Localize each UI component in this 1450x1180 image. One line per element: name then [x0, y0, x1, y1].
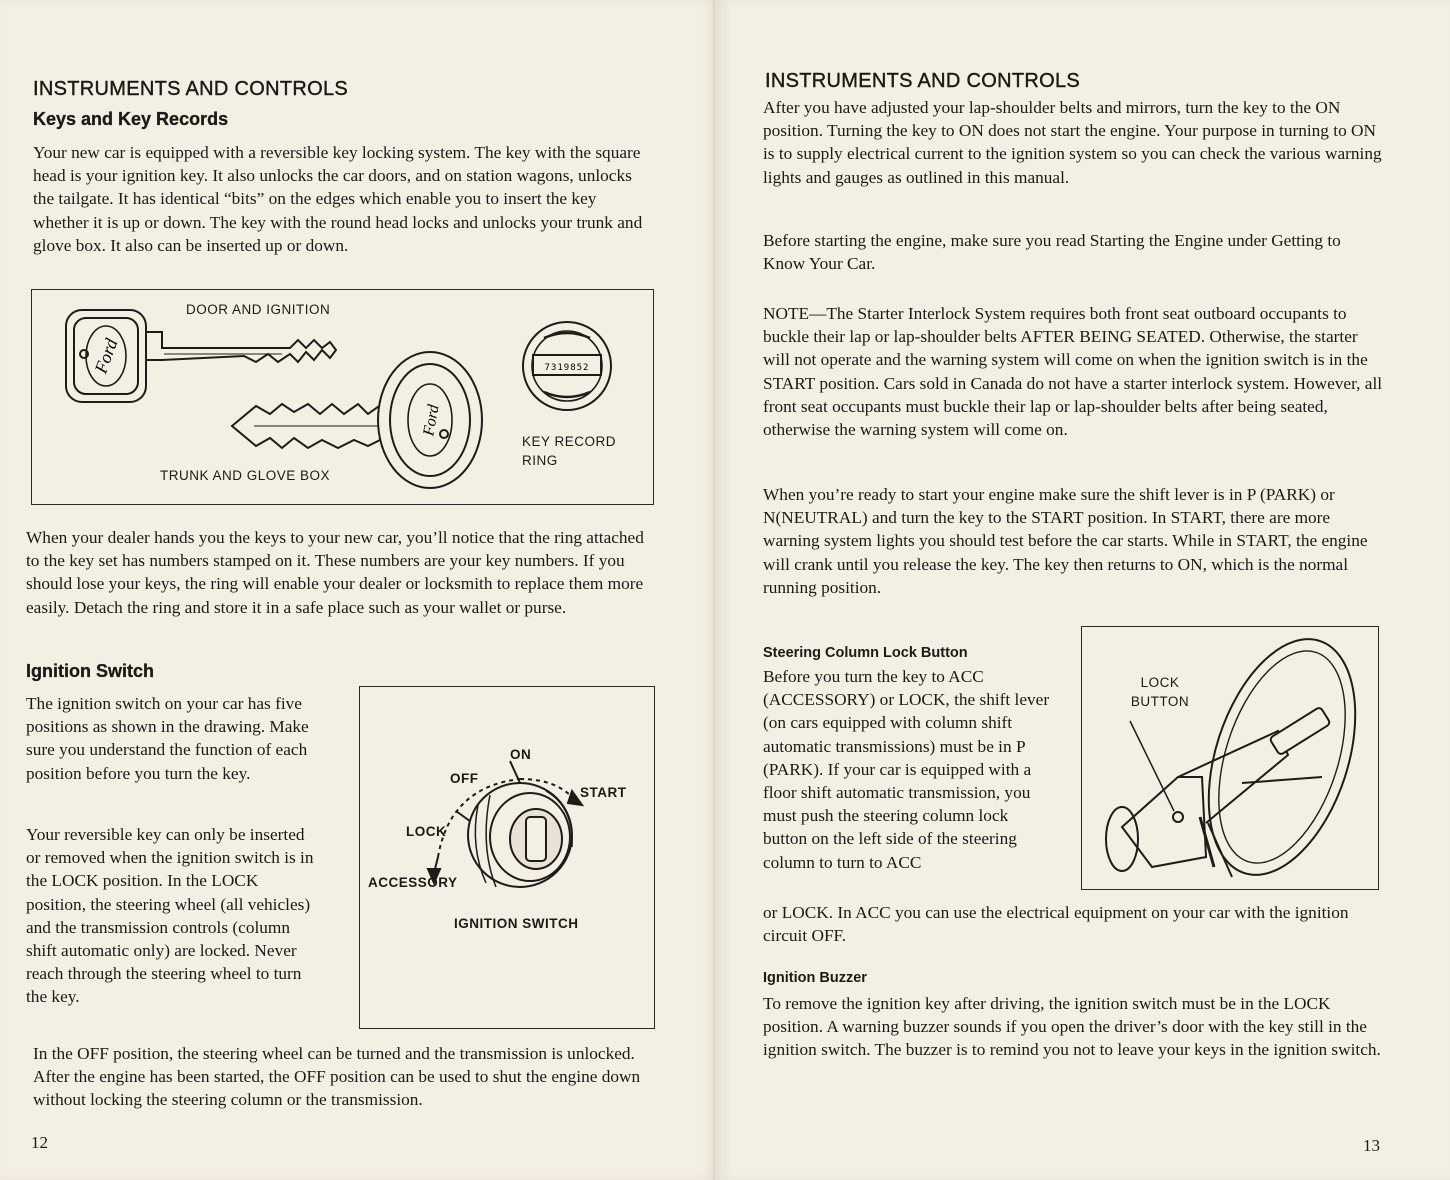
ignition-buzzer-paragraph: To remove the ignition key after driving, the ignition switch must be in the LOCK position. A warning buzzer sounds if you open the driver’s door with the key still in the ignition switch. The buzzer is to remind you not to leave your keys in the ignition switch. — [763, 994, 1381, 1060]
left-page — [0, 0, 715, 1180]
lock-position-paragraph: Your reversible key can only be inserted or removed when the ignition switch is in the LOCK position. In the LOCK position, the steering wheel (all vehicles) and the transmission controls (column shift automatic only) are locked. Never reach through the steering wheel to turn the key. — [26, 825, 314, 1007]
page-heading: INSTRUMENTS AND CONTROLS — [33, 78, 349, 100]
ignition-switch-illustration — [360, 687, 654, 1028]
interlock-note-paragraph: NOTE—The Starter Interlock System requires both front seat outboard occupants to buckle their lap or lap-shoulder belts AFTER BEING SEATED. Otherwise, the starter will not operate and the warning system will come on when the ignition switch is in the START position. Cars sold in Canada do not have a starter interlock system. However, all front seat occupants must buckle their lap or lap-shoulder belts after being seated, otherwise the warning system will come on. — [763, 304, 1383, 440]
page-number-right: 13 — [1363, 1136, 1380, 1155]
keys-figure — [31, 289, 654, 505]
before-starting-paragraph: Before starting the engine, make sure you read Starting the Engine under Getting to Know Your Car. — [763, 231, 1341, 274]
on-position-paragraph: After you have adjusted your lap-shoulder belts and mirrors, turn the key to the ON position. Turning the key to ON does not start the engine. Your purpose in turning to ON is to supply electrical current to the ignition system so you can check the various warning lights and gauges as outlined in this manual. — [763, 98, 1382, 187]
label-lock-button: LOCK BUTTON — [1130, 675, 1190, 709]
key-ring-number: 7319852 — [544, 363, 590, 373]
steering-lock-paragraph: Before you turn the key to ACC (ACCESSORY) or LOCK, the shift lever (on cars equipped with column shift automatic transmissions) must be in P (PARK). If your car is equipped with a floor shift automatic transmission, you must push the steering column lock button on the left side of the steering column to turn to ACC — [763, 667, 1050, 872]
label-off: OFF — [450, 771, 479, 786]
keys-illustration — [32, 290, 653, 504]
section-heading-ignition-buzzer: Ignition Buzzer — [763, 970, 867, 986]
label-start: START — [580, 785, 627, 800]
page-number-left: 12 — [31, 1133, 48, 1152]
label-lock: LOCK — [406, 824, 447, 839]
off-position-paragraph: In the OFF position, the steering wheel can be turned and the transmission is unlocked. After the engine has been started, the OFF position can be used to shut the engine down without locking the steering column or the transmission. — [33, 1044, 641, 1110]
start-engine-paragraph: When you’re ready to start your engine make sure the shift lever is in P (PARK) or N(NEUTRAL) and turn the key to the START position. In START, there are more warning system lights you should test before the car starts. While in START, the engine will crank until you release the key. The key then returns to ON, which is the normal running position. — [763, 485, 1368, 597]
steering-column-illustration — [1082, 627, 1378, 889]
ignition-switch-figure — [359, 686, 655, 1029]
ignition-intro-paragraph: The ignition switch on your car has five positions as shown in the drawing. Make sure you understand the function of each position before you turn the key. — [26, 694, 309, 783]
keys-paragraph: Your new car is equipped with a reversible key locking system. The key with the square head is your ignition key. It also unlocks the car doors, and on station wagons, unlocks the tailgate. It has identical “bits” on the edges which enable you to insert the key whether it is up or down. The key with the round head locks and unlocks your trunk and glove box. It also can be inserted up or down. — [33, 143, 643, 255]
ford-logo-text-1: Ford — [90, 335, 122, 377]
section-heading-steering-lock: Steering Column Lock Button — [763, 645, 968, 661]
label-on: ON — [510, 747, 532, 762]
section-heading-ignition-switch: Ignition Switch — [26, 661, 154, 681]
page-heading: INSTRUMENTS AND CONTROLS — [765, 70, 1081, 92]
label-trunk-and-glove-box: TRUNK AND GLOVE BOX — [160, 468, 331, 483]
key-numbers-paragraph: When your dealer hands you the keys to your new car, you’ll notice that the ring attached to the key set has numbers stamped on it. These numbers are your key numbers. If you should lose your keys, the ring will enable your dealer or locksmith to replace them more easily. Detach the ring and store it in a safe place such as your wallet or purse. — [26, 528, 644, 617]
label-key-record-ring: KEY RECORD RING — [522, 434, 617, 468]
right-page — [719, 0, 1450, 1180]
label-ignition-switch-caption: IGNITION SWITCH — [454, 916, 579, 931]
section-heading-keys: Keys and Key Records — [33, 109, 229, 129]
label-accessory: ACCESSORY — [368, 875, 458, 890]
label-door-and-ignition: DOOR AND IGNITION — [186, 302, 331, 317]
steering-lock-paragraph-continued: or LOCK. In ACC you can use the electrical equipment on your car with the ignition circuit OFF. — [763, 903, 1349, 946]
ford-logo-text-2: Ford — [420, 403, 443, 438]
steering-lock-figure — [1081, 626, 1379, 890]
